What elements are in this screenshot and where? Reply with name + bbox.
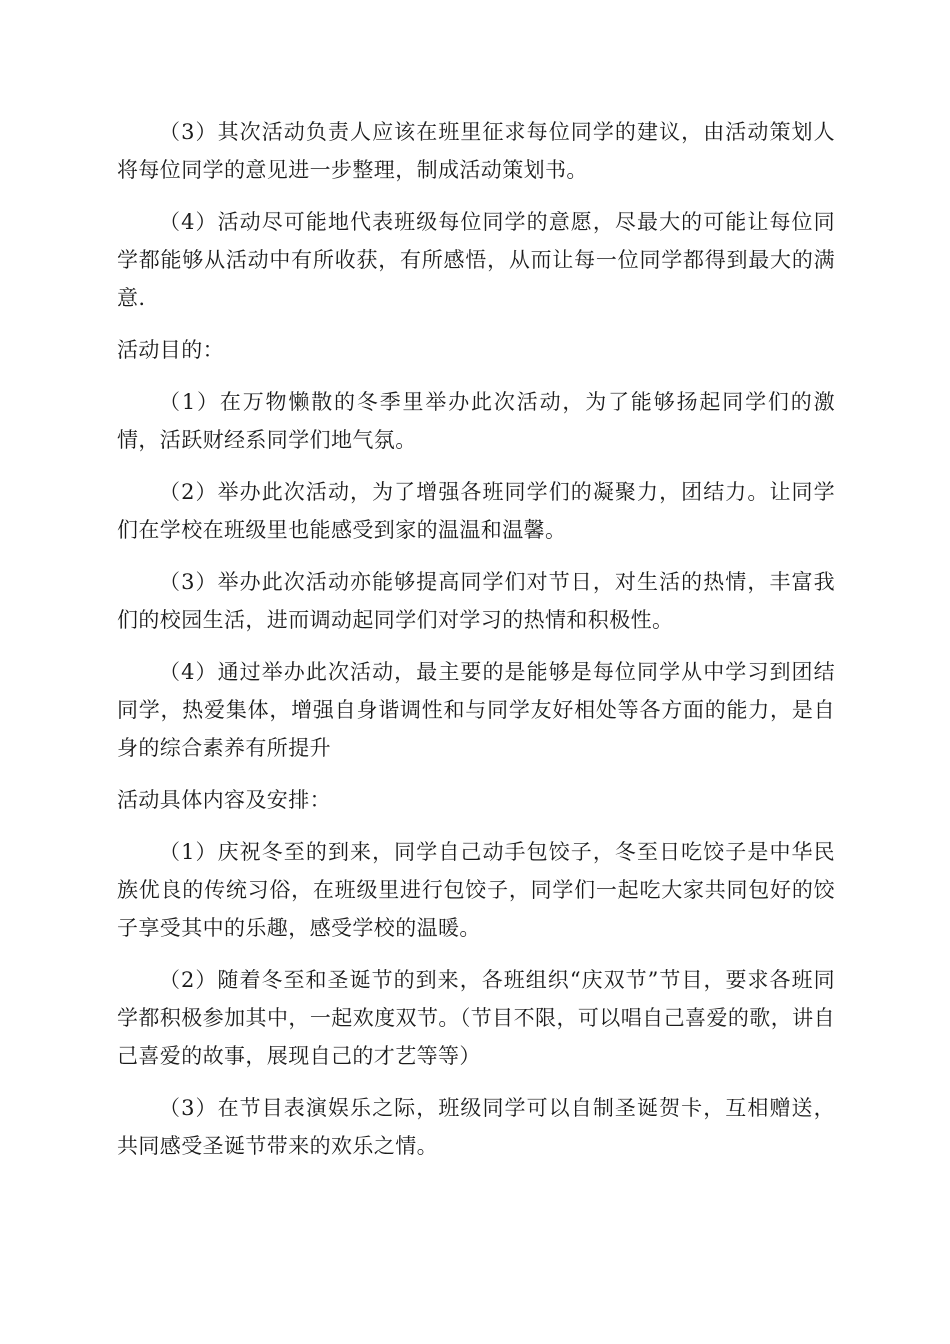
paragraph-item: （4）活动尽可能地代表班级每位同学的意愿，尽最大的可能让每位同学都能够从活动中有所收获，有所感悟，从而让每一位同学都得到最大的满意. [117, 210, 835, 310]
paragraph-item: （1）在万物懒散的冬季里举办此次活动，为了能够扬起同学们的激情，活跃财经系同学们地气氛。 [117, 390, 835, 452]
paragraph-item: （4）通过举办此次活动，最主要的是能够是每位同学从中学习到团结同学，热爱集体，增强自身谐调性和与同学友好相处等各方面的能力，是自身的综合素养有所提升 [117, 660, 835, 760]
paragraph-item: （2）举办此次活动，为了增强各班同学们的凝聚力，团结力。让同学们在学校在班级里也能感受到家的温温和温馨。 [117, 480, 835, 542]
section-heading-arrangement: 活动具体内容及安排： [117, 788, 331, 812]
paragraph-item: （1）庆祝冬至的到来，同学自己动手包饺子，冬至日吃饺子是中华民族优良的传统习俗，在班级里进行包饺子，同学们一起吃大家共同包好的饺子享受其中的乐趣，感受学校的温暖。 [117, 840, 835, 940]
paragraph-item: （3）在节目表演娱乐之际，班级同学可以自制圣诞贺卡，互相赠送，共同感受圣诞节带来的欢乐之情。 [117, 1096, 835, 1158]
paragraph-item: （3）其次活动负责人应该在班里征求每位同学的建议，由活动策划人将每位同学的意见进一步整理，制成活动策划书。 [117, 120, 835, 182]
paragraph-item: （2）随着冬至和圣诞节的到来，各班组织“庆双节”节目，要求各班同学都积极参加其中，一起欢度双节。（节目不限，可以唱自己喜爱的歌，讲自己喜爱的故事，展现自己的才艺等等） [117, 968, 835, 1068]
section-heading-purpose: 活动目的： [117, 338, 224, 362]
paragraph-item: （3）举办此次活动亦能够提高同学们对节日，对生活的热情，丰富我们的校园生活，进而调动起同学们对学习的热情和积极性。 [117, 570, 835, 632]
document-page [117, 113, 835, 1179]
